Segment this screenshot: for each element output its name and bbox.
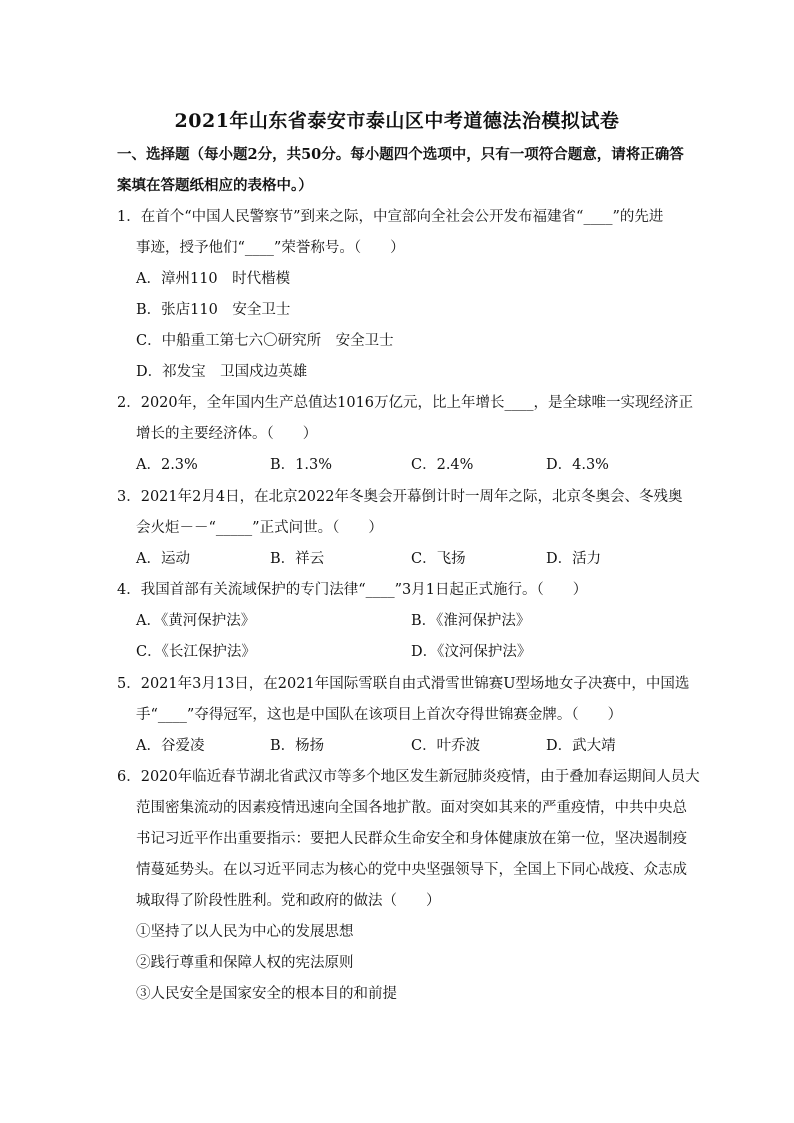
question-2-option-a: A．2.3% — [136, 457, 198, 473]
question-3-option-a: A．运动 — [136, 551, 190, 567]
question-2-line-2: 增长的主要经济体。（ ） — [136, 426, 318, 442]
question-2-line-1: 2．2020年，全年国内生产总值达1016万亿元，比上年增长____，是全球唯一实现经济正 — [117, 395, 694, 411]
question-3-option-b: B．祥云 — [270, 551, 325, 567]
question-6-line-3: 书记习近平作出重要指示：要把人民群众生命安全和身体健康放在第一位，坚决遏制疫 — [136, 831, 687, 847]
question-6-item-2: ②践行尊重和保障人权的宪法原则 — [136, 955, 354, 971]
question-4-option-c: C．《长江保护法》 — [136, 644, 256, 660]
question-4-option-a: A．《黄河保护法》 — [136, 613, 256, 629]
question-3-option-d: D．活力 — [546, 551, 602, 567]
question-4-option-b: B．《淮河保护法》 — [411, 613, 531, 629]
question-3-option-c: C．飞扬 — [411, 551, 466, 567]
question-6-line-5: 城取得了阶段性胜利。党和政府的做法（ ） — [136, 893, 441, 909]
question-3-line-2: 会火炬－－“_____”正式问世。（ ） — [136, 520, 383, 536]
question-1-line-1: 1．在首个“中国人民警察节”到来之际，中宣部向全社会公开发布福建省“____”的先进 — [117, 209, 664, 225]
question-1-line-2: 事迹，授予他们“____”荣誉称号。（ ） — [136, 240, 405, 256]
question-1-option-a: A．漳州110 时代楷模 — [136, 271, 291, 287]
question-5-option-a: A．谷爱凌 — [136, 738, 205, 754]
question-6-item-3: ③人民安全是国家安全的根本目的和前提 — [136, 986, 397, 1002]
question-1-option-b: B．张店110 安全卫士 — [136, 302, 291, 318]
question-5-option-c: C．叶乔波 — [411, 738, 481, 754]
question-6-item-1: ①坚持了以人民为中心的发展思想 — [136, 924, 354, 940]
question-2-option-b: B．1.3% — [270, 457, 332, 473]
question-2-option-d: D．4.3% — [546, 457, 609, 473]
question-5-option-d: D．武大靖 — [546, 738, 616, 754]
question-1-option-c: C．中船重工第七六〇研究所 安全卫士 — [136, 333, 394, 349]
question-4-line-1: 4．我国首部有关流域保护的专门法律“____”3月1日起正式施行。（ ） — [117, 582, 588, 598]
exam-title: 2021年山东省泰安市泰山区中考道德法治模拟试卷 — [174, 110, 620, 132]
question-5-option-b: B．杨扬 — [270, 738, 325, 754]
section-heading-line-1: 一、选择题（每小题2分，共50分。每小题四个选项中，只有一项符合题意，请将正确答 — [117, 146, 684, 163]
question-1-option-d: D．祁发宝 卫国戍边英雄 — [136, 364, 308, 380]
question-5-line-2: 手“____”夺得冠军，这也是中国队在该项目上首次夺得世锦赛金牌。（ ） — [136, 707, 623, 723]
question-3-line-1: 3．2021年2月4日，在北京2022年冬奥会开幕倒计时一周年之际，北京冬奥会、冬残奥 — [117, 489, 683, 505]
question-4-option-d: D．《汶河保护法》 — [411, 644, 532, 660]
question-5-line-1: 5．2021年3月13日，在2021年国际雪联自由式滑雪世锦赛U型场地女子决赛中，中国选 — [117, 676, 690, 692]
section-heading-line-2: 案填在答题纸相应的表格中。） — [117, 177, 313, 194]
question-6-line-1: 6．2020年临近春节湖北省武汉市等多个地区发生新冠肺炎疫情，由于叠加春运期间人员大 — [117, 769, 700, 785]
question-2-option-c: C．2.4% — [411, 457, 474, 473]
question-6-line-4: 情蔓延势头。在以习近平同志为核心的党中央坚强领导下，全国上下同心战疫、众志成 — [136, 862, 687, 878]
question-6-line-2: 范围密集流动的因素疫情迅速向全国各地扩散。面对突如其来的严重疫情，中共中央总 — [136, 800, 687, 816]
